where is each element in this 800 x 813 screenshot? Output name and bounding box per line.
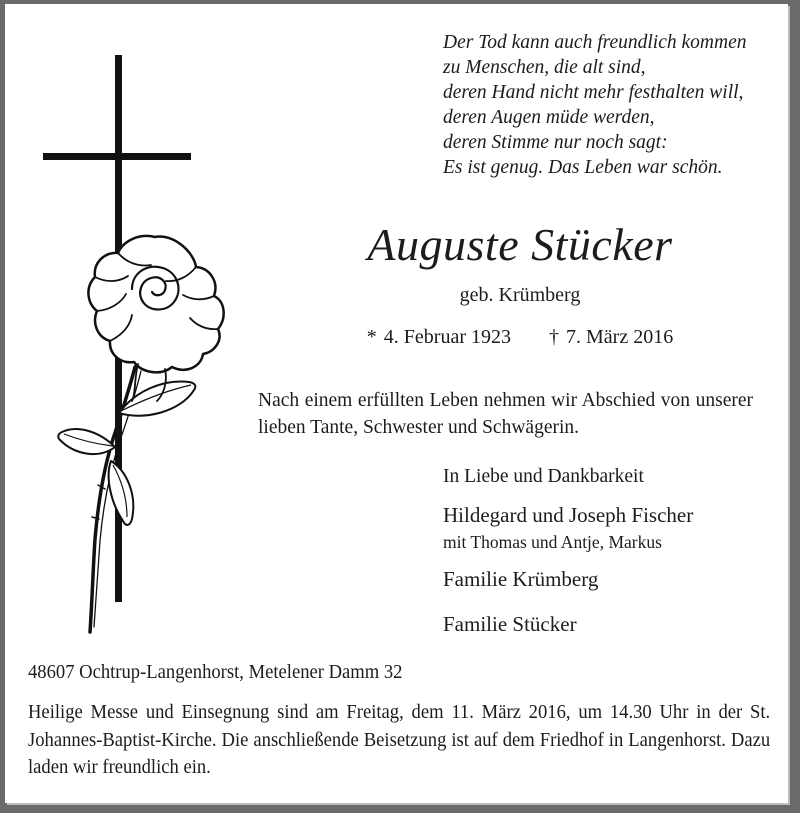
poem-line: zu Menschen, die alt sind, <box>443 57 646 78</box>
poem-line: deren Stimme nur noch sagt: <box>443 132 668 153</box>
poem-line: deren Hand nicht mehr festhalten will, <box>443 82 744 103</box>
poem-line: deren Augen müde werden, <box>443 107 655 128</box>
mourner-name: Familie Krümberg <box>443 567 599 591</box>
mourner-sub-line: mit Thomas und Antje, Markus <box>443 532 662 552</box>
gratitude-line: In Liebe und Dankbarkeit <box>443 466 644 487</box>
poem-line: Der Tod kann auch freundlich kommen <box>443 32 747 53</box>
mourner-name: Familie Stücker <box>443 612 577 636</box>
birth-star-icon: * <box>366 326 377 348</box>
obituary-page <box>5 4 788 803</box>
death-cross-icon: † <box>549 326 559 348</box>
funeral-notice: Heilige Messe und Einsegnung sind am Freitag, dem 11. März 2016, um 14.30 Uhr in der St. Johannes-Baptist-Kirche. Die anschließende Beisetzung ist auf dem Friedhof in Langenhorst. Dazu laden wir freundlich ein. <box>28 701 771 778</box>
deceased-block <box>335 220 705 349</box>
maiden-name: geb. Krümberg <box>459 284 581 306</box>
poem-line: Es ist genug. Das Leben war schön. <box>443 157 723 178</box>
rose-leaves <box>58 382 195 525</box>
rose-bloom <box>88 236 223 401</box>
cross-and-rose-icon <box>35 49 225 649</box>
death-date-text: 7. März 2016 <box>566 326 674 348</box>
birth-date <box>367 326 511 349</box>
deceased-name: Auguste Stücker <box>367 219 673 270</box>
death-date <box>549 326 673 349</box>
announcement-text: Nach einem erfüllten Leben nehmen wir Abschied von unserer lieben Tante, Schwester und Schwägerin. <box>258 390 753 438</box>
birth-date-text: 4. Februar 1923 <box>383 326 511 348</box>
life-dates <box>335 326 705 349</box>
mourner-name: Hildegard und Joseph Fischer <box>443 503 694 527</box>
address-line: 48607 Ochtrup-Langenhorst, Metelener Damm 32 <box>28 661 403 683</box>
memorial-poem <box>443 30 746 180</box>
